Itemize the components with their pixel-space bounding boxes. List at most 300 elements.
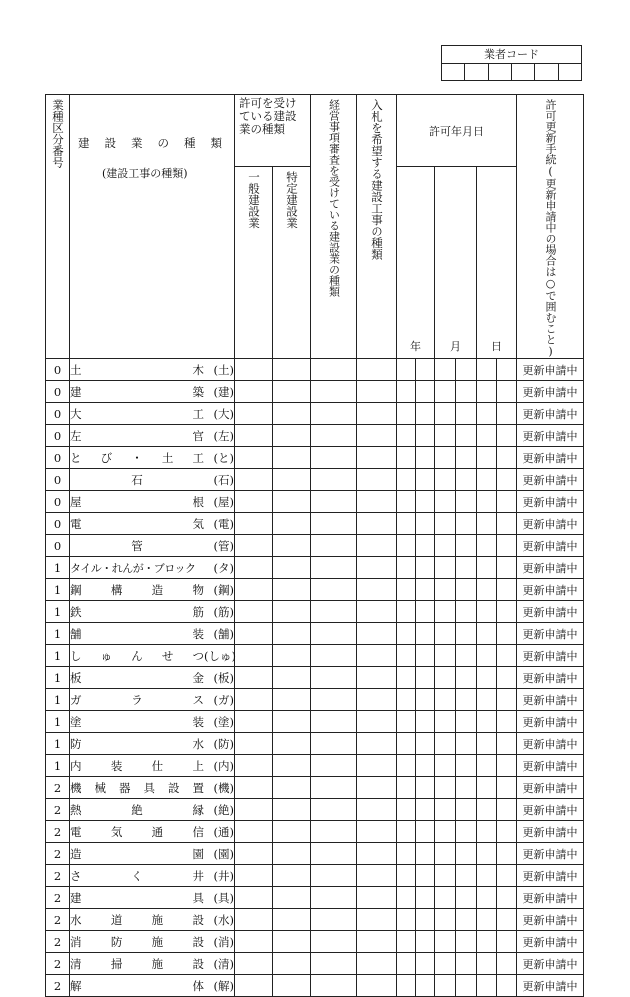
year-digit[interactable] [416, 447, 435, 469]
month-digit[interactable] [456, 909, 477, 931]
day-digit[interactable] [497, 953, 517, 975]
general-license-cell[interactable] [235, 931, 273, 953]
business-review-cell[interactable] [311, 513, 357, 535]
day-digit[interactable] [477, 359, 497, 381]
general-license-cell[interactable] [235, 667, 273, 689]
month-digit[interactable] [435, 491, 456, 513]
month-digit[interactable] [456, 601, 477, 623]
business-review-cell[interactable] [311, 359, 357, 381]
bid-desired-cell[interactable] [357, 447, 397, 469]
business-review-cell[interactable] [311, 821, 357, 843]
day-digit[interactable] [497, 403, 517, 425]
year-digit[interactable] [397, 557, 416, 579]
general-license-cell[interactable] [235, 403, 273, 425]
business-review-cell[interactable] [311, 975, 357, 997]
business-review-cell[interactable] [311, 909, 357, 931]
business-review-cell[interactable] [311, 535, 357, 557]
business-review-cell[interactable] [311, 447, 357, 469]
year-digit[interactable] [397, 777, 416, 799]
business-review-cell[interactable] [311, 799, 357, 821]
year-digit[interactable] [397, 755, 416, 777]
year-digit[interactable] [416, 403, 435, 425]
day-digit[interactable] [477, 469, 497, 491]
renewal-status[interactable]: 更新申請中 [517, 469, 584, 491]
general-license-cell[interactable] [235, 689, 273, 711]
renewal-status[interactable]: 更新申請中 [517, 425, 584, 447]
year-digit[interactable] [397, 601, 416, 623]
business-review-cell[interactable] [311, 733, 357, 755]
general-license-cell[interactable] [235, 733, 273, 755]
bid-desired-cell[interactable] [357, 535, 397, 557]
month-digit[interactable] [456, 689, 477, 711]
renewal-status[interactable]: 更新申請中 [517, 931, 584, 953]
month-digit[interactable] [456, 799, 477, 821]
month-digit[interactable] [456, 843, 477, 865]
day-digit[interactable] [497, 381, 517, 403]
year-digit[interactable] [397, 645, 416, 667]
day-digit[interactable] [477, 843, 497, 865]
year-digit[interactable] [397, 821, 416, 843]
general-license-cell[interactable] [235, 909, 273, 931]
day-digit[interactable] [477, 953, 497, 975]
year-digit[interactable] [416, 777, 435, 799]
bid-desired-cell[interactable] [357, 601, 397, 623]
month-digit[interactable] [435, 843, 456, 865]
bid-desired-cell[interactable] [357, 579, 397, 601]
specific-license-cell[interactable] [273, 447, 311, 469]
general-license-cell[interactable] [235, 755, 273, 777]
renewal-status[interactable]: 更新申請中 [517, 711, 584, 733]
month-digit[interactable] [456, 623, 477, 645]
general-license-cell[interactable] [235, 711, 273, 733]
bid-desired-cell[interactable] [357, 975, 397, 997]
month-digit[interactable] [456, 733, 477, 755]
month-digit[interactable] [456, 403, 477, 425]
month-digit[interactable] [456, 447, 477, 469]
day-digit[interactable] [497, 623, 517, 645]
day-digit[interactable] [497, 491, 517, 513]
day-digit[interactable] [497, 865, 517, 887]
vendor-code-digit[interactable] [442, 64, 465, 81]
month-digit[interactable] [435, 711, 456, 733]
month-digit[interactable] [456, 953, 477, 975]
specific-license-cell[interactable] [273, 381, 311, 403]
year-digit[interactable] [416, 601, 435, 623]
month-digit[interactable] [435, 931, 456, 953]
specific-license-cell[interactable] [273, 645, 311, 667]
business-review-cell[interactable] [311, 887, 357, 909]
day-digit[interactable] [497, 601, 517, 623]
month-digit[interactable] [435, 645, 456, 667]
business-review-cell[interactable] [311, 557, 357, 579]
day-digit[interactable] [497, 689, 517, 711]
month-digit[interactable] [435, 601, 456, 623]
year-digit[interactable] [416, 513, 435, 535]
day-digit[interactable] [497, 799, 517, 821]
specific-license-cell[interactable] [273, 601, 311, 623]
year-digit[interactable] [397, 953, 416, 975]
year-digit[interactable] [397, 733, 416, 755]
month-digit[interactable] [456, 931, 477, 953]
month-digit[interactable] [456, 557, 477, 579]
year-digit[interactable] [397, 469, 416, 491]
bid-desired-cell[interactable] [357, 359, 397, 381]
year-digit[interactable] [416, 469, 435, 491]
renewal-status[interactable]: 更新申請中 [517, 755, 584, 777]
day-digit[interactable] [497, 469, 517, 491]
month-digit[interactable] [435, 381, 456, 403]
day-digit[interactable] [497, 821, 517, 843]
bid-desired-cell[interactable] [357, 953, 397, 975]
renewal-status[interactable]: 更新申請中 [517, 601, 584, 623]
general-license-cell[interactable] [235, 491, 273, 513]
month-digit[interactable] [456, 579, 477, 601]
year-digit[interactable] [397, 887, 416, 909]
month-digit[interactable] [435, 447, 456, 469]
bid-desired-cell[interactable] [357, 821, 397, 843]
general-license-cell[interactable] [235, 557, 273, 579]
vendor-code-digit[interactable] [488, 64, 511, 81]
general-license-cell[interactable] [235, 865, 273, 887]
day-digit[interactable] [477, 689, 497, 711]
renewal-status[interactable]: 更新申請中 [517, 623, 584, 645]
day-digit[interactable] [477, 447, 497, 469]
specific-license-cell[interactable] [273, 975, 311, 997]
year-digit[interactable] [397, 909, 416, 931]
day-digit[interactable] [477, 887, 497, 909]
day-digit[interactable] [477, 645, 497, 667]
renewal-status[interactable]: 更新申請中 [517, 975, 584, 997]
month-digit[interactable] [435, 733, 456, 755]
renewal-status[interactable]: 更新申請中 [517, 359, 584, 381]
year-digit[interactable] [397, 447, 416, 469]
month-digit[interactable] [435, 909, 456, 931]
bid-desired-cell[interactable] [357, 733, 397, 755]
year-digit[interactable] [397, 403, 416, 425]
day-digit[interactable] [497, 557, 517, 579]
renewal-status[interactable]: 更新申請中 [517, 887, 584, 909]
year-digit[interactable] [416, 645, 435, 667]
year-digit[interactable] [416, 557, 435, 579]
month-digit[interactable] [456, 513, 477, 535]
month-digit[interactable] [435, 535, 456, 557]
day-digit[interactable] [477, 579, 497, 601]
renewal-status[interactable]: 更新申請中 [517, 843, 584, 865]
bid-desired-cell[interactable] [357, 909, 397, 931]
specific-license-cell[interactable] [273, 799, 311, 821]
specific-license-cell[interactable] [273, 843, 311, 865]
month-digit[interactable] [435, 755, 456, 777]
day-digit[interactable] [497, 887, 517, 909]
general-license-cell[interactable] [235, 359, 273, 381]
year-digit[interactable] [416, 711, 435, 733]
specific-license-cell[interactable] [273, 425, 311, 447]
month-digit[interactable] [435, 403, 456, 425]
business-review-cell[interactable] [311, 711, 357, 733]
specific-license-cell[interactable] [273, 733, 311, 755]
day-digit[interactable] [477, 909, 497, 931]
vendor-code-digit[interactable] [511, 64, 534, 81]
year-digit[interactable] [397, 711, 416, 733]
day-digit[interactable] [477, 601, 497, 623]
specific-license-cell[interactable] [273, 931, 311, 953]
renewal-status[interactable]: 更新申請中 [517, 799, 584, 821]
year-digit[interactable] [416, 491, 435, 513]
month-digit[interactable] [435, 623, 456, 645]
month-digit[interactable] [456, 491, 477, 513]
specific-license-cell[interactable] [273, 711, 311, 733]
year-digit[interactable] [397, 931, 416, 953]
day-digit[interactable] [497, 909, 517, 931]
renewal-status[interactable]: 更新申請中 [517, 865, 584, 887]
day-digit[interactable] [477, 403, 497, 425]
business-review-cell[interactable] [311, 931, 357, 953]
specific-license-cell[interactable] [273, 491, 311, 513]
business-review-cell[interactable] [311, 381, 357, 403]
year-digit[interactable] [416, 755, 435, 777]
bid-desired-cell[interactable] [357, 865, 397, 887]
year-digit[interactable] [397, 513, 416, 535]
day-digit[interactable] [497, 447, 517, 469]
month-digit[interactable] [435, 799, 456, 821]
day-digit[interactable] [477, 491, 497, 513]
general-license-cell[interactable] [235, 953, 273, 975]
business-review-cell[interactable] [311, 843, 357, 865]
month-digit[interactable] [435, 425, 456, 447]
day-digit[interactable] [477, 755, 497, 777]
day-digit[interactable] [497, 359, 517, 381]
year-digit[interactable] [416, 799, 435, 821]
bid-desired-cell[interactable] [357, 403, 397, 425]
general-license-cell[interactable] [235, 469, 273, 491]
month-digit[interactable] [456, 535, 477, 557]
specific-license-cell[interactable] [273, 953, 311, 975]
year-digit[interactable] [416, 733, 435, 755]
day-digit[interactable] [477, 821, 497, 843]
specific-license-cell[interactable] [273, 359, 311, 381]
day-digit[interactable] [497, 535, 517, 557]
bid-desired-cell[interactable] [357, 799, 397, 821]
year-digit[interactable] [416, 535, 435, 557]
month-digit[interactable] [435, 557, 456, 579]
business-review-cell[interactable] [311, 689, 357, 711]
general-license-cell[interactable] [235, 799, 273, 821]
specific-license-cell[interactable] [273, 403, 311, 425]
day-digit[interactable] [497, 755, 517, 777]
bid-desired-cell[interactable] [357, 711, 397, 733]
day-digit[interactable] [497, 425, 517, 447]
specific-license-cell[interactable] [273, 887, 311, 909]
renewal-status[interactable]: 更新申請中 [517, 403, 584, 425]
business-review-cell[interactable] [311, 579, 357, 601]
year-digit[interactable] [397, 843, 416, 865]
general-license-cell[interactable] [235, 579, 273, 601]
day-digit[interactable] [477, 623, 497, 645]
bid-desired-cell[interactable] [357, 381, 397, 403]
day-digit[interactable] [477, 799, 497, 821]
renewal-status[interactable]: 更新申請中 [517, 689, 584, 711]
year-digit[interactable] [416, 843, 435, 865]
renewal-status[interactable]: 更新申請中 [517, 909, 584, 931]
day-digit[interactable] [477, 425, 497, 447]
bid-desired-cell[interactable] [357, 667, 397, 689]
business-review-cell[interactable] [311, 623, 357, 645]
month-digit[interactable] [435, 513, 456, 535]
year-digit[interactable] [416, 865, 435, 887]
business-review-cell[interactable] [311, 425, 357, 447]
day-digit[interactable] [477, 535, 497, 557]
year-digit[interactable] [397, 799, 416, 821]
year-digit[interactable] [397, 381, 416, 403]
year-digit[interactable] [397, 425, 416, 447]
general-license-cell[interactable] [235, 821, 273, 843]
specific-license-cell[interactable] [273, 865, 311, 887]
month-digit[interactable] [435, 975, 456, 997]
business-review-cell[interactable] [311, 645, 357, 667]
day-digit[interactable] [477, 513, 497, 535]
specific-license-cell[interactable] [273, 689, 311, 711]
renewal-status[interactable]: 更新申請中 [517, 777, 584, 799]
month-digit[interactable] [456, 755, 477, 777]
renewal-status[interactable]: 更新申請中 [517, 535, 584, 557]
month-digit[interactable] [456, 469, 477, 491]
day-digit[interactable] [497, 777, 517, 799]
vendor-code-digit[interactable] [535, 64, 558, 81]
month-digit[interactable] [435, 359, 456, 381]
day-digit[interactable] [497, 843, 517, 865]
general-license-cell[interactable] [235, 601, 273, 623]
year-digit[interactable] [416, 579, 435, 601]
month-digit[interactable] [435, 689, 456, 711]
general-license-cell[interactable] [235, 975, 273, 997]
general-license-cell[interactable] [235, 381, 273, 403]
year-digit[interactable] [416, 975, 435, 997]
general-license-cell[interactable] [235, 645, 273, 667]
month-digit[interactable] [456, 777, 477, 799]
year-digit[interactable] [397, 689, 416, 711]
bid-desired-cell[interactable] [357, 645, 397, 667]
general-license-cell[interactable] [235, 887, 273, 909]
year-digit[interactable] [416, 887, 435, 909]
renewal-status[interactable]: 更新申請中 [517, 447, 584, 469]
month-digit[interactable] [456, 975, 477, 997]
specific-license-cell[interactable] [273, 821, 311, 843]
general-license-cell[interactable] [235, 447, 273, 469]
day-digit[interactable] [497, 645, 517, 667]
specific-license-cell[interactable] [273, 513, 311, 535]
year-digit[interactable] [416, 909, 435, 931]
renewal-status[interactable]: 更新申請中 [517, 513, 584, 535]
day-digit[interactable] [497, 975, 517, 997]
day-digit[interactable] [497, 513, 517, 535]
day-digit[interactable] [497, 711, 517, 733]
specific-license-cell[interactable] [273, 579, 311, 601]
day-digit[interactable] [477, 733, 497, 755]
month-digit[interactable] [435, 777, 456, 799]
day-digit[interactable] [477, 667, 497, 689]
year-digit[interactable] [416, 931, 435, 953]
specific-license-cell[interactable] [273, 777, 311, 799]
general-license-cell[interactable] [235, 535, 273, 557]
specific-license-cell[interactable] [273, 557, 311, 579]
bid-desired-cell[interactable] [357, 887, 397, 909]
day-digit[interactable] [497, 579, 517, 601]
business-review-cell[interactable] [311, 403, 357, 425]
month-digit[interactable] [456, 381, 477, 403]
business-review-cell[interactable] [311, 491, 357, 513]
year-digit[interactable] [397, 975, 416, 997]
month-digit[interactable] [435, 865, 456, 887]
day-digit[interactable] [477, 975, 497, 997]
renewal-status[interactable]: 更新申請中 [517, 953, 584, 975]
month-digit[interactable] [435, 667, 456, 689]
year-digit[interactable] [416, 667, 435, 689]
month-digit[interactable] [456, 359, 477, 381]
renewal-status[interactable]: 更新申請中 [517, 491, 584, 513]
bid-desired-cell[interactable] [357, 777, 397, 799]
renewal-status[interactable]: 更新申請中 [517, 579, 584, 601]
general-license-cell[interactable] [235, 513, 273, 535]
year-digit[interactable] [416, 821, 435, 843]
day-digit[interactable] [477, 557, 497, 579]
month-digit[interactable] [456, 887, 477, 909]
business-review-cell[interactable] [311, 865, 357, 887]
renewal-status[interactable]: 更新申請中 [517, 645, 584, 667]
business-review-cell[interactable] [311, 601, 357, 623]
year-digit[interactable] [416, 689, 435, 711]
general-license-cell[interactable] [235, 623, 273, 645]
specific-license-cell[interactable] [273, 667, 311, 689]
vendor-code-digit[interactable] [558, 64, 581, 81]
business-review-cell[interactable] [311, 953, 357, 975]
business-review-cell[interactable] [311, 755, 357, 777]
year-digit[interactable] [397, 359, 416, 381]
general-license-cell[interactable] [235, 777, 273, 799]
month-digit[interactable] [456, 865, 477, 887]
specific-license-cell[interactable] [273, 535, 311, 557]
bid-desired-cell[interactable] [357, 623, 397, 645]
year-digit[interactable] [416, 623, 435, 645]
year-digit[interactable] [397, 865, 416, 887]
bid-desired-cell[interactable] [357, 689, 397, 711]
business-review-cell[interactable] [311, 667, 357, 689]
day-digit[interactable] [477, 381, 497, 403]
bid-desired-cell[interactable] [357, 931, 397, 953]
year-digit[interactable] [397, 535, 416, 557]
renewal-status[interactable]: 更新申請中 [517, 821, 584, 843]
specific-license-cell[interactable] [273, 623, 311, 645]
bid-desired-cell[interactable] [357, 491, 397, 513]
month-digit[interactable] [456, 711, 477, 733]
vendor-code-digit[interactable] [465, 64, 488, 81]
business-review-cell[interactable] [311, 777, 357, 799]
day-digit[interactable] [477, 931, 497, 953]
day-digit[interactable] [497, 931, 517, 953]
renewal-status[interactable]: 更新申請中 [517, 557, 584, 579]
month-digit[interactable] [435, 887, 456, 909]
month-digit[interactable] [435, 579, 456, 601]
year-digit[interactable] [397, 623, 416, 645]
bid-desired-cell[interactable] [357, 755, 397, 777]
specific-license-cell[interactable] [273, 909, 311, 931]
day-digit[interactable] [477, 711, 497, 733]
bid-desired-cell[interactable] [357, 469, 397, 491]
year-digit[interactable] [397, 491, 416, 513]
general-license-cell[interactable] [235, 843, 273, 865]
day-digit[interactable] [477, 865, 497, 887]
renewal-status[interactable]: 更新申請中 [517, 381, 584, 403]
specific-license-cell[interactable] [273, 755, 311, 777]
